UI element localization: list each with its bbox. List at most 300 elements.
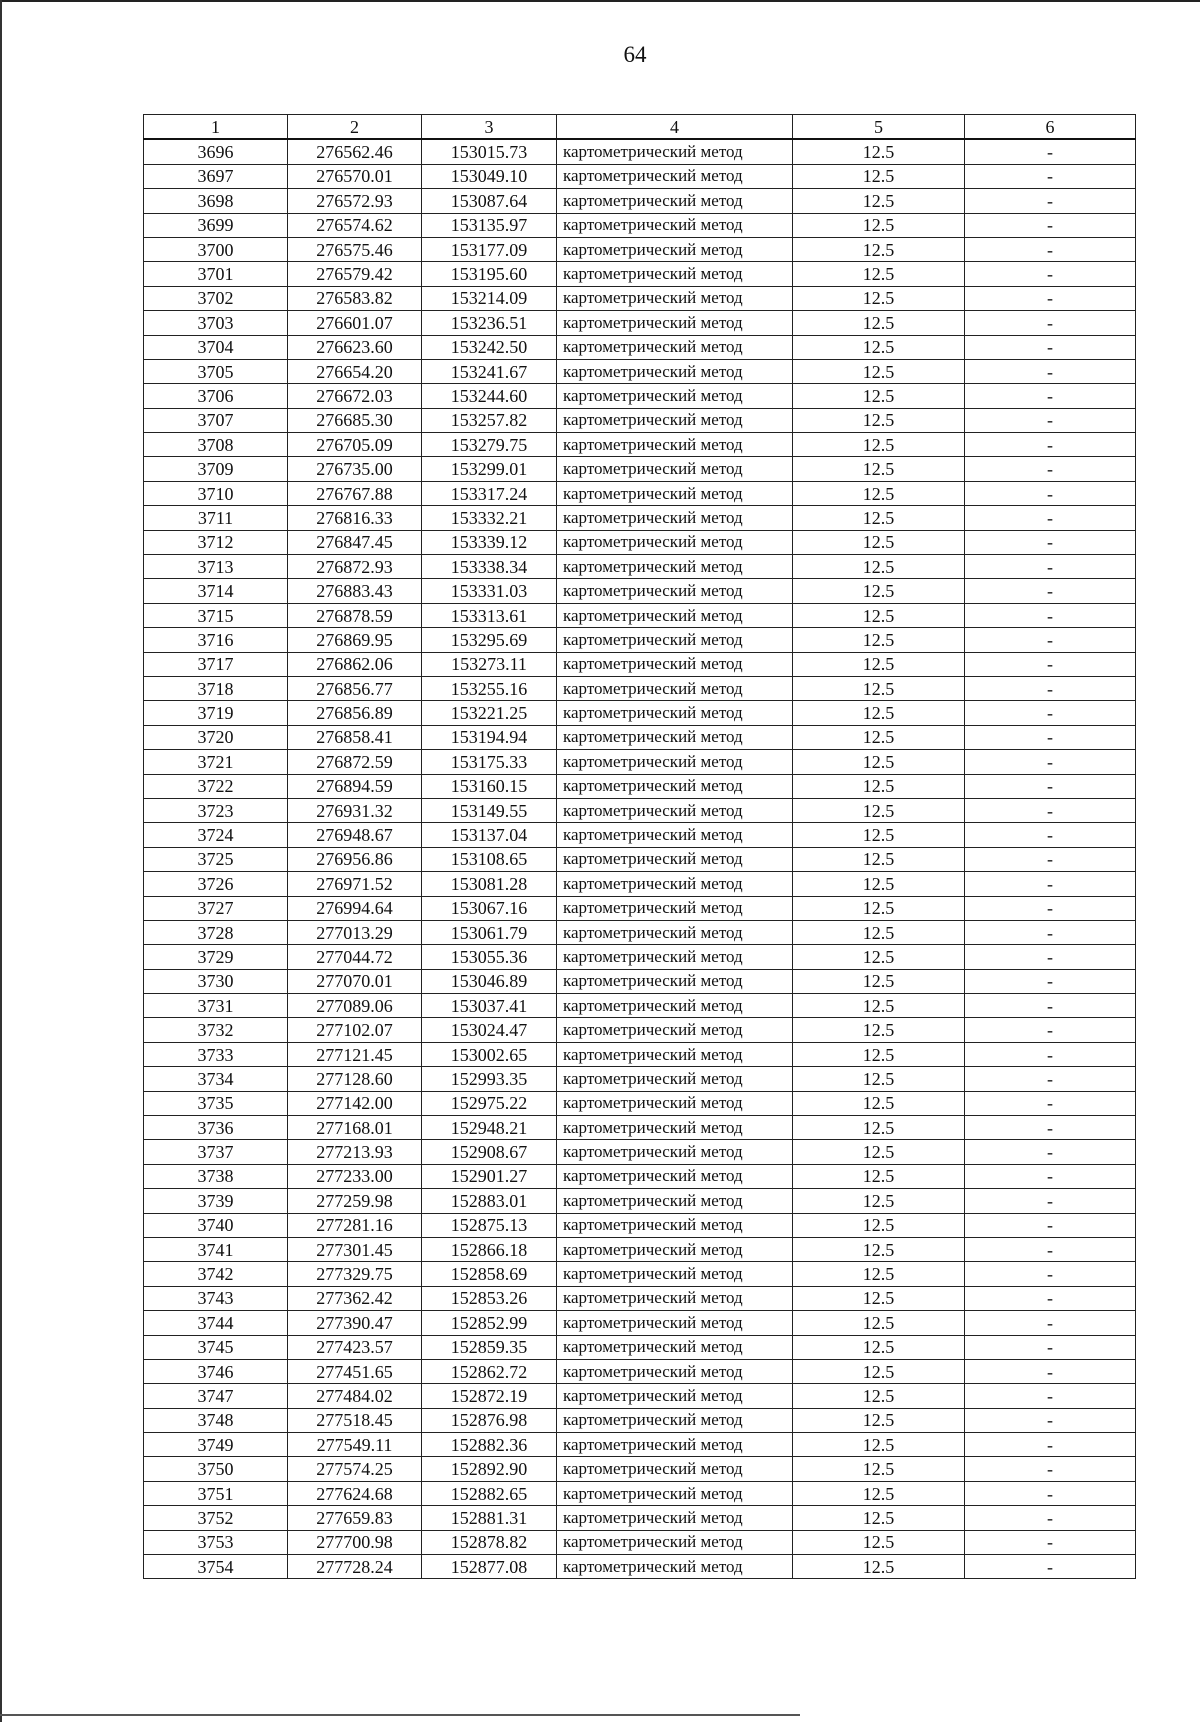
x-coordinate-cell: 277549.11 — [288, 1433, 422, 1457]
method-cell: картометрический метод — [557, 969, 793, 993]
y-coordinate-cell: 153002.65 — [422, 1042, 557, 1066]
table-row — [144, 1116, 1136, 1140]
y-coordinate-cell: 153221.25 — [422, 701, 557, 725]
method-cell: картометрический метод — [557, 1286, 793, 1310]
table-row — [144, 1067, 1136, 1091]
y-coordinate-cell: 153299.01 — [422, 457, 557, 481]
x-coordinate-cell: 276672.03 — [288, 384, 422, 408]
table-row — [144, 1018, 1136, 1042]
table-row — [144, 433, 1136, 457]
point-number-cell: 3731 — [144, 994, 288, 1018]
method-cell: картометрический метод — [557, 1164, 793, 1188]
table-row — [144, 1506, 1136, 1530]
accuracy-cell: 12.5 — [793, 774, 965, 798]
point-number-cell: 3698 — [144, 189, 288, 213]
accuracy-cell: 12.5 — [793, 823, 965, 847]
y-coordinate-cell: 152877.08 — [422, 1555, 557, 1579]
point-number-cell: 3704 — [144, 335, 288, 359]
note-cell: - — [965, 555, 1136, 579]
note-cell: - — [965, 823, 1136, 847]
point-number-cell: 3738 — [144, 1164, 288, 1188]
point-number-cell: 3723 — [144, 798, 288, 822]
accuracy-cell: 12.5 — [793, 164, 965, 188]
method-cell: картометрический метод — [557, 408, 793, 432]
point-number-cell: 3712 — [144, 530, 288, 554]
x-coordinate-cell: 276862.06 — [288, 652, 422, 676]
accuracy-cell: 12.5 — [793, 189, 965, 213]
accuracy-cell: 12.5 — [793, 1457, 965, 1481]
x-coordinate-cell: 277518.45 — [288, 1408, 422, 1432]
y-coordinate-cell: 152892.90 — [422, 1457, 557, 1481]
note-cell: - — [965, 896, 1136, 920]
table-row — [144, 1311, 1136, 1335]
table-row — [144, 1457, 1136, 1481]
note-cell: - — [965, 676, 1136, 700]
table-row — [144, 481, 1136, 505]
coordinates-table — [143, 114, 1136, 1579]
point-number-cell: 3728 — [144, 920, 288, 944]
x-coordinate-cell: 277213.93 — [288, 1140, 422, 1164]
table-row — [144, 1140, 1136, 1164]
table-row — [144, 1262, 1136, 1286]
point-number-cell: 3727 — [144, 896, 288, 920]
point-number-cell: 3747 — [144, 1384, 288, 1408]
note-cell: - — [965, 1042, 1136, 1066]
accuracy-cell: 12.5 — [793, 237, 965, 261]
table-row — [144, 1359, 1136, 1383]
point-number-cell: 3736 — [144, 1116, 288, 1140]
x-coordinate-cell: 276705.09 — [288, 433, 422, 457]
table-row — [144, 506, 1136, 530]
x-coordinate-cell: 276956.86 — [288, 847, 422, 871]
accuracy-cell: 12.5 — [793, 335, 965, 359]
y-coordinate-cell: 153339.12 — [422, 530, 557, 554]
point-number-cell: 3710 — [144, 481, 288, 505]
table-row — [144, 1555, 1136, 1579]
note-cell: - — [965, 798, 1136, 822]
point-number-cell: 3716 — [144, 628, 288, 652]
table-row — [144, 311, 1136, 335]
page-edge-left — [0, 0, 2, 1722]
point-number-cell: 3702 — [144, 286, 288, 310]
point-number-cell: 3719 — [144, 701, 288, 725]
y-coordinate-cell: 153331.03 — [422, 579, 557, 603]
method-cell: картометрический метод — [557, 457, 793, 481]
x-coordinate-cell: 276623.60 — [288, 335, 422, 359]
method-cell: картометрический метод — [557, 1091, 793, 1115]
y-coordinate-cell: 153242.50 — [422, 335, 557, 359]
method-cell: картометрический метод — [557, 1384, 793, 1408]
y-coordinate-cell: 152872.19 — [422, 1384, 557, 1408]
point-number-cell: 3750 — [144, 1457, 288, 1481]
table-row — [144, 1237, 1136, 1261]
x-coordinate-cell: 276816.33 — [288, 506, 422, 530]
y-coordinate-cell: 153332.21 — [422, 506, 557, 530]
accuracy-cell: 12.5 — [793, 969, 965, 993]
accuracy-cell: 12.5 — [793, 555, 965, 579]
note-cell: - — [965, 311, 1136, 335]
note-cell: - — [965, 1286, 1136, 1310]
y-coordinate-cell: 152866.18 — [422, 1237, 557, 1261]
y-coordinate-cell: 152853.26 — [422, 1286, 557, 1310]
x-coordinate-cell: 276570.01 — [288, 164, 422, 188]
x-coordinate-cell: 276872.59 — [288, 750, 422, 774]
method-cell: картометрический метод — [557, 1506, 793, 1530]
note-cell: - — [965, 628, 1136, 652]
y-coordinate-cell: 153313.61 — [422, 603, 557, 627]
note-cell: - — [965, 335, 1136, 359]
point-number-cell: 3740 — [144, 1213, 288, 1237]
note-cell: - — [965, 1311, 1136, 1335]
note-cell: - — [965, 1506, 1136, 1530]
y-coordinate-cell: 153108.65 — [422, 847, 557, 871]
y-coordinate-cell: 153024.47 — [422, 1018, 557, 1042]
y-coordinate-cell: 153160.15 — [422, 774, 557, 798]
y-coordinate-cell: 152948.21 — [422, 1116, 557, 1140]
note-cell: - — [965, 481, 1136, 505]
table-row — [144, 530, 1136, 554]
accuracy-cell: 12.5 — [793, 920, 965, 944]
accuracy-cell: 12.5 — [793, 1506, 965, 1530]
y-coordinate-cell: 153273.11 — [422, 652, 557, 676]
accuracy-cell: 12.5 — [793, 725, 965, 749]
accuracy-cell: 12.5 — [793, 579, 965, 603]
table-row — [144, 1042, 1136, 1066]
method-cell: картометрический метод — [557, 1408, 793, 1432]
x-coordinate-cell: 276883.43 — [288, 579, 422, 603]
table-row — [144, 335, 1136, 359]
point-number-cell: 3749 — [144, 1433, 288, 1457]
accuracy-cell: 12.5 — [793, 798, 965, 822]
point-number-cell: 3714 — [144, 579, 288, 603]
method-cell: картометрический метод — [557, 1335, 793, 1359]
point-number-cell: 3732 — [144, 1018, 288, 1042]
point-number-cell: 3741 — [144, 1237, 288, 1261]
note-cell: - — [965, 1018, 1136, 1042]
method-cell: картометрический метод — [557, 506, 793, 530]
y-coordinate-cell: 153046.89 — [422, 969, 557, 993]
y-coordinate-cell: 153244.60 — [422, 384, 557, 408]
table-row — [144, 994, 1136, 1018]
x-coordinate-cell: 277121.45 — [288, 1042, 422, 1066]
x-coordinate-cell: 277362.42 — [288, 1286, 422, 1310]
x-coordinate-cell: 277624.68 — [288, 1481, 422, 1505]
table-row — [144, 139, 1136, 164]
method-cell: картометрический метод — [557, 433, 793, 457]
y-coordinate-cell: 152883.01 — [422, 1189, 557, 1213]
table-row — [144, 1091, 1136, 1115]
table-row — [144, 920, 1136, 944]
point-number-cell: 3707 — [144, 408, 288, 432]
note-cell: - — [965, 1530, 1136, 1554]
accuracy-cell: 12.5 — [793, 1116, 965, 1140]
note-cell: - — [965, 1555, 1136, 1579]
y-coordinate-cell: 152859.35 — [422, 1335, 557, 1359]
accuracy-cell: 12.5 — [793, 1042, 965, 1066]
method-cell: картометрический метод — [557, 628, 793, 652]
note-cell: - — [965, 872, 1136, 896]
x-coordinate-cell: 276574.62 — [288, 213, 422, 237]
method-cell: картометрический метод — [557, 920, 793, 944]
method-cell: картометрический метод — [557, 1189, 793, 1213]
note-cell: - — [965, 1408, 1136, 1432]
page-edge-top — [0, 0, 1200, 2]
point-number-cell: 3715 — [144, 603, 288, 627]
method-cell: картометрический метод — [557, 237, 793, 261]
accuracy-cell: 12.5 — [793, 1262, 965, 1286]
x-coordinate-cell: 277089.06 — [288, 994, 422, 1018]
point-number-cell: 3729 — [144, 945, 288, 969]
table-row — [144, 750, 1136, 774]
table-row — [144, 872, 1136, 896]
accuracy-cell: 12.5 — [793, 1481, 965, 1505]
x-coordinate-cell: 276572.93 — [288, 189, 422, 213]
method-cell: картометрический метод — [557, 1262, 793, 1286]
note-cell: - — [965, 1091, 1136, 1115]
table-row — [144, 408, 1136, 432]
accuracy-cell: 12.5 — [793, 262, 965, 286]
accuracy-cell: 12.5 — [793, 676, 965, 700]
table-row — [144, 798, 1136, 822]
accuracy-cell: 12.5 — [793, 1359, 965, 1383]
note-cell: - — [965, 164, 1136, 188]
method-cell: картометрический метод — [557, 1359, 793, 1383]
note-cell: - — [965, 1189, 1136, 1213]
point-number-cell: 3745 — [144, 1335, 288, 1359]
y-coordinate-cell: 153255.16 — [422, 676, 557, 700]
accuracy-cell: 12.5 — [793, 872, 965, 896]
method-cell: картометрический метод — [557, 164, 793, 188]
note-cell: - — [965, 994, 1136, 1018]
point-number-cell: 3751 — [144, 1481, 288, 1505]
note-cell: - — [965, 920, 1136, 944]
table-body — [144, 139, 1136, 1579]
method-cell: картометрический метод — [557, 725, 793, 749]
accuracy-cell: 12.5 — [793, 1164, 965, 1188]
accuracy-cell: 12.5 — [793, 1530, 965, 1554]
accuracy-cell: 12.5 — [793, 701, 965, 725]
point-number-cell: 3742 — [144, 1262, 288, 1286]
x-coordinate-cell: 277484.02 — [288, 1384, 422, 1408]
x-coordinate-cell: 276878.59 — [288, 603, 422, 627]
method-cell: картометрический метод — [557, 1140, 793, 1164]
x-coordinate-cell: 277329.75 — [288, 1262, 422, 1286]
method-cell: картометрический метод — [557, 750, 793, 774]
y-coordinate-cell: 153137.04 — [422, 823, 557, 847]
note-cell: - — [965, 701, 1136, 725]
accuracy-cell: 12.5 — [793, 945, 965, 969]
y-coordinate-cell: 153149.55 — [422, 798, 557, 822]
point-number-cell: 3744 — [144, 1311, 288, 1335]
y-coordinate-cell: 153081.28 — [422, 872, 557, 896]
point-number-cell: 3718 — [144, 676, 288, 700]
column-header-2: 2 — [288, 115, 422, 140]
method-cell: картометрический метод — [557, 823, 793, 847]
accuracy-cell: 12.5 — [793, 139, 965, 164]
x-coordinate-cell: 277259.98 — [288, 1189, 422, 1213]
method-cell: картометрический метод — [557, 676, 793, 700]
note-cell: - — [965, 262, 1136, 286]
y-coordinate-cell: 153135.97 — [422, 213, 557, 237]
note-cell: - — [965, 1433, 1136, 1457]
y-coordinate-cell: 153061.79 — [422, 920, 557, 944]
table-row — [144, 457, 1136, 481]
method-cell: картометрический метод — [557, 652, 793, 676]
point-number-cell: 3722 — [144, 774, 288, 798]
table-row — [144, 945, 1136, 969]
y-coordinate-cell: 153317.24 — [422, 481, 557, 505]
x-coordinate-cell: 277281.16 — [288, 1213, 422, 1237]
note-cell: - — [965, 603, 1136, 627]
x-coordinate-cell: 277574.25 — [288, 1457, 422, 1481]
point-number-cell: 3746 — [144, 1359, 288, 1383]
y-coordinate-cell: 152901.27 — [422, 1164, 557, 1188]
method-cell: картометрический метод — [557, 1457, 793, 1481]
table-row — [144, 1286, 1136, 1310]
method-cell: картометрический метод — [557, 286, 793, 310]
x-coordinate-cell: 276872.93 — [288, 555, 422, 579]
accuracy-cell: 12.5 — [793, 1213, 965, 1237]
x-coordinate-cell: 276994.64 — [288, 896, 422, 920]
table-row — [144, 628, 1136, 652]
table-row — [144, 1530, 1136, 1554]
y-coordinate-cell: 153214.09 — [422, 286, 557, 310]
point-number-cell: 3706 — [144, 384, 288, 408]
method-cell: картометрический метод — [557, 1042, 793, 1066]
x-coordinate-cell: 276685.30 — [288, 408, 422, 432]
note-cell: - — [965, 506, 1136, 530]
x-coordinate-cell: 276856.89 — [288, 701, 422, 725]
method-cell: картометрический метод — [557, 945, 793, 969]
method-cell: картометрический метод — [557, 1213, 793, 1237]
y-coordinate-cell: 153257.82 — [422, 408, 557, 432]
point-number-cell: 3739 — [144, 1189, 288, 1213]
accuracy-cell: 12.5 — [793, 481, 965, 505]
table-row — [144, 676, 1136, 700]
y-coordinate-cell: 152862.72 — [422, 1359, 557, 1383]
x-coordinate-cell: 277142.00 — [288, 1091, 422, 1115]
table-row — [144, 1164, 1136, 1188]
note-cell: - — [965, 384, 1136, 408]
accuracy-cell: 12.5 — [793, 1555, 965, 1579]
point-number-cell: 3748 — [144, 1408, 288, 1432]
table-row — [144, 1335, 1136, 1359]
x-coordinate-cell: 276856.77 — [288, 676, 422, 700]
point-number-cell: 3734 — [144, 1067, 288, 1091]
point-number-cell: 3726 — [144, 872, 288, 896]
x-coordinate-cell: 276858.41 — [288, 725, 422, 749]
y-coordinate-cell: 153338.34 — [422, 555, 557, 579]
x-coordinate-cell: 276767.88 — [288, 481, 422, 505]
table-row — [144, 1384, 1136, 1408]
point-number-cell: 3705 — [144, 359, 288, 383]
x-coordinate-cell: 276847.45 — [288, 530, 422, 554]
method-cell: картометрический метод — [557, 555, 793, 579]
point-number-cell: 3701 — [144, 262, 288, 286]
method-cell: картометрический метод — [557, 798, 793, 822]
note-cell: - — [965, 189, 1136, 213]
method-cell: картометрический метод — [557, 994, 793, 1018]
table-row — [144, 164, 1136, 188]
method-cell: картометрический метод — [557, 335, 793, 359]
x-coordinate-cell: 276735.00 — [288, 457, 422, 481]
x-coordinate-cell: 277423.57 — [288, 1335, 422, 1359]
method-cell: картометрический метод — [557, 213, 793, 237]
note-cell: - — [965, 1457, 1136, 1481]
method-cell: картометрический метод — [557, 1018, 793, 1042]
x-coordinate-cell: 277728.24 — [288, 1555, 422, 1579]
table-row — [144, 701, 1136, 725]
table-row — [144, 969, 1136, 993]
table-row — [144, 286, 1136, 310]
y-coordinate-cell: 152993.35 — [422, 1067, 557, 1091]
point-number-cell: 3709 — [144, 457, 288, 481]
method-cell: картометрический метод — [557, 1530, 793, 1554]
note-cell: - — [965, 579, 1136, 603]
point-number-cell: 3724 — [144, 823, 288, 847]
x-coordinate-cell: 277044.72 — [288, 945, 422, 969]
accuracy-cell: 12.5 — [793, 1335, 965, 1359]
x-coordinate-cell: 277700.98 — [288, 1530, 422, 1554]
x-coordinate-cell: 277168.01 — [288, 1116, 422, 1140]
x-coordinate-cell: 276971.52 — [288, 872, 422, 896]
x-coordinate-cell: 276562.46 — [288, 139, 422, 164]
table-row — [144, 603, 1136, 627]
accuracy-cell: 12.5 — [793, 994, 965, 1018]
column-header-6: 6 — [965, 115, 1136, 140]
accuracy-cell: 12.5 — [793, 628, 965, 652]
table-row — [144, 847, 1136, 871]
method-cell: картометрический метод — [557, 1311, 793, 1335]
accuracy-cell: 12.5 — [793, 1067, 965, 1091]
table-header-row — [144, 115, 1136, 140]
y-coordinate-cell: 153241.67 — [422, 359, 557, 383]
note-cell: - — [965, 433, 1136, 457]
table-row — [144, 823, 1136, 847]
accuracy-cell: 12.5 — [793, 652, 965, 676]
table-row — [144, 262, 1136, 286]
y-coordinate-cell: 153015.73 — [422, 139, 557, 164]
method-cell: картометрический метод — [557, 262, 793, 286]
method-cell: картометрический метод — [557, 579, 793, 603]
y-coordinate-cell: 152875.13 — [422, 1213, 557, 1237]
accuracy-cell: 12.5 — [793, 530, 965, 554]
note-cell: - — [965, 457, 1136, 481]
point-number-cell: 3743 — [144, 1286, 288, 1310]
y-coordinate-cell: 153195.60 — [422, 262, 557, 286]
y-coordinate-cell: 153279.75 — [422, 433, 557, 457]
note-cell: - — [965, 139, 1136, 164]
method-cell: картометрический метод — [557, 530, 793, 554]
note-cell: - — [965, 237, 1136, 261]
note-cell: - — [965, 1335, 1136, 1359]
method-cell: картометрический метод — [557, 774, 793, 798]
note-cell: - — [965, 1237, 1136, 1261]
point-number-cell: 3717 — [144, 652, 288, 676]
table-row — [144, 896, 1136, 920]
method-cell: картометрический метод — [557, 189, 793, 213]
x-coordinate-cell: 276654.20 — [288, 359, 422, 383]
y-coordinate-cell: 153295.69 — [422, 628, 557, 652]
table-row — [144, 384, 1136, 408]
x-coordinate-cell: 276575.46 — [288, 237, 422, 261]
accuracy-cell: 12.5 — [793, 1384, 965, 1408]
point-number-cell: 3737 — [144, 1140, 288, 1164]
x-coordinate-cell: 277451.65 — [288, 1359, 422, 1383]
x-coordinate-cell: 276894.59 — [288, 774, 422, 798]
method-cell: картометрический метод — [557, 872, 793, 896]
x-coordinate-cell: 277013.29 — [288, 920, 422, 944]
